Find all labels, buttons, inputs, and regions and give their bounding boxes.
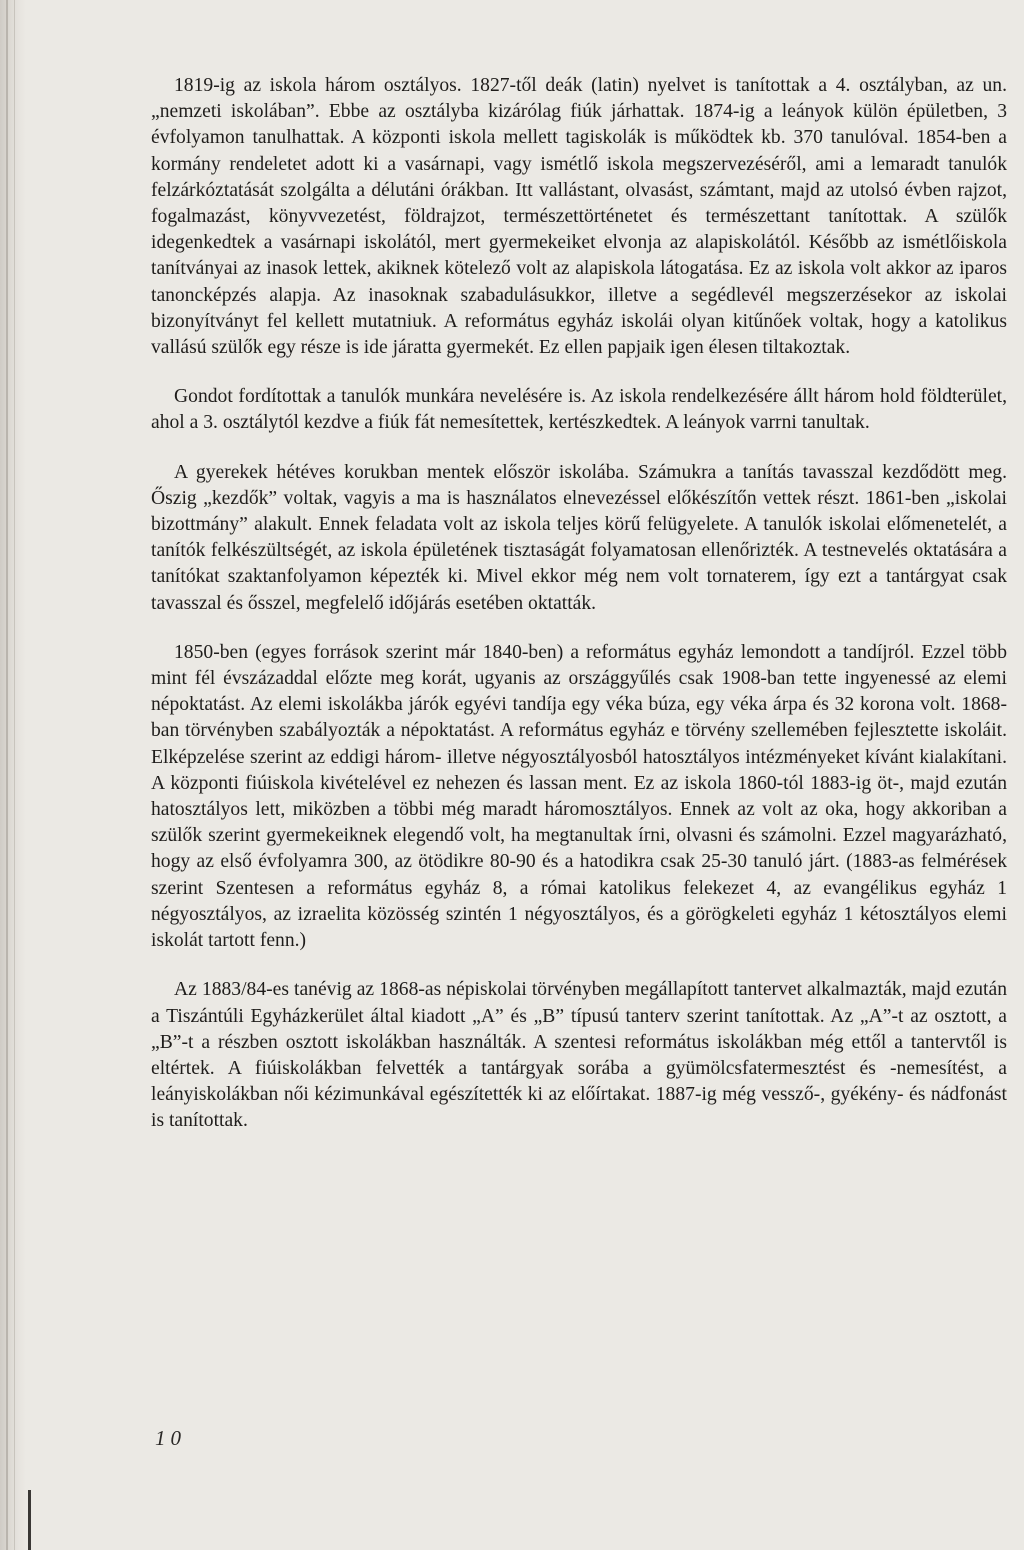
binding-gutter [0,0,26,1550]
paragraph-5: Az 1883/84-es tanévig az 1868-as népiskolai törvényben megállapított tantervet alkalmazták, majd ezután a Tiszántúli Egyházkerület által kiadott „A” és „B” típusú tanterv szerint tanítottak. Az „A”-t az osztott, a „B”-t a részben osztott iskolákban használták. A szentesi református iskolákban még ettől a tantervtől is eltértek. A fiúiskolákban felvették a tantárgyak sorába a gyümölcsfatermesztést és -nemesítést, a leányiskolákban női kézimunkával egészítették ki az előírtakat. 1887-ig még vessző-, gyékény- és nádfonást is tanítottak. [151,979,1007,1132]
page-number: 10 [155,1426,186,1450]
body-text [151,73,1007,1135]
paragraph-1: 1819-ig az iskola három osztályos. 1827-től deák (latin) nyelvet is tanítottak a 4. osztályban, az un. „nemzeti iskolában”. Ebbe az osztályba kizárólag fiúk járhattak. 1874-ig a leányok külön épületben, 3 évfolyamon tanulhattak. A központi iskola mellett tagiskolák is működtek kb. 370 tanulóval. 1854-ben a kormány rendeletet adott ki a vasárnapi, vagy ismétlő iskola megszervezéséről, ami a lemaradt tanulók felzárkóztatását szolgálta a délutáni órákban. Itt vallástant, olvasást, számtant, majd az utolsó évben rajzot, fogalmazást, könyvvezetést, földrajzot, természettörténetet és természettant tanítottak. A szülők idegenkedtek a vasárnapi iskolától, mert gyermekeiket elvonja az alapiskolától. Később az ismétlőiskola tanítványai az inasok lettek, akiknek kötelező volt az alapiskola látogatása. Ez az iskola volt akkor az iparos tanoncképzés alapja. Az inasoknak szabadulásukkor, illetve a segédlevél megszerzésekor az iskolai bizonyítványt fel kellett mutatniuk. A református egyház iskolái olyan kitűnőek voltak, hogy a katolikus vallású szülők egy része is ide járatta gyermekét. Ez ellen papjaik igen élesen tiltakoztak. [151,75,1007,359]
gutter-line [6,0,8,1550]
paragraph-4: 1850-ben (egyes források szerint már 1840-ben) a református egyház lemondott a tandíjról. Ezzel több mint fél évszázaddal előzte meg korát, ugyanis az országgyűlés csak 1908-ban tette ingyenessé az elemi népoktatást. Az elemi iskolákba járók egyévi tandíja egy véka búza, egy véka árpa és 32 korona volt. 1868-ban törvényben szabályozták a népoktatást. A református egyház e törvény szellemében fejlesztette iskoláit. Elképzelése szerint az eddigi három- illetve négyosztályosból hatosztályos intézményeket kívánt kialakítani. A központi fiúiskola kivételével ez nehezen és lassan ment. Ez az iskola 1860-tól 1883-ig öt-, majd ezután hatosztályos lett, miközben a többi még maradt háromosztályos. Ennek az volt az oka, hogy akkoriban a szülők szerint gyermekeiknek elegendő volt, ha megtanultak írni, olvasni és számolni. Ezzel magyarázható, hogy az első évfolyamra 300, az ötödikre 80-90 és a hatodikra csak 25-30 tanuló járt. (1883-as felmérések szerint Szentesen a református egyház 8, a római katolikus felekezet 4, az evangélikus egyház 1 négyosztályos, az izraelita közösség szintén 1 négyosztályos, és a görögkeleti egyház 1 kétosztályos elemi iskolát tartott fenn.) [151,641,1007,952]
gutter-line [14,0,15,1550]
paragraph-3: A gyerekek hétéves korukban mentek először iskolába. Számukra a tanítás tavasszal kezdődött meg. Őszig „kezdők” voltak, vagyis a ma is használatos elnevezéssel előkészítőn vettek részt. 1861-ben „iskolai bizottmány” alakult. Ennek feladata volt az iskola teljes körű felügyelete. A tanulók iskolai előmenetelét, a tanítók felkészültségét, az iskola épületének tisztaságát folyamatosan ellenőrizték. A testnevelés oktatására a tanítókat szaktanfolyamon képezték ki. Mivel ekkor még nem volt tornaterem, így ezt a tantárgyat csak tavasszal és ősszel, megfelelő időjárás esetében oktatták. [151,461,1007,614]
scan-edge-mark [28,1490,31,1550]
paragraph-2: Gondot fordítottak a tanulók munkára nevelésére is. Az iskola rendelkezésére állt három hold földterület, ahol a 3. osztálytól kezdve a fiúk fát nemesítettek, kertészkedtek. A leányok varrni tanultak. [151,386,1007,434]
